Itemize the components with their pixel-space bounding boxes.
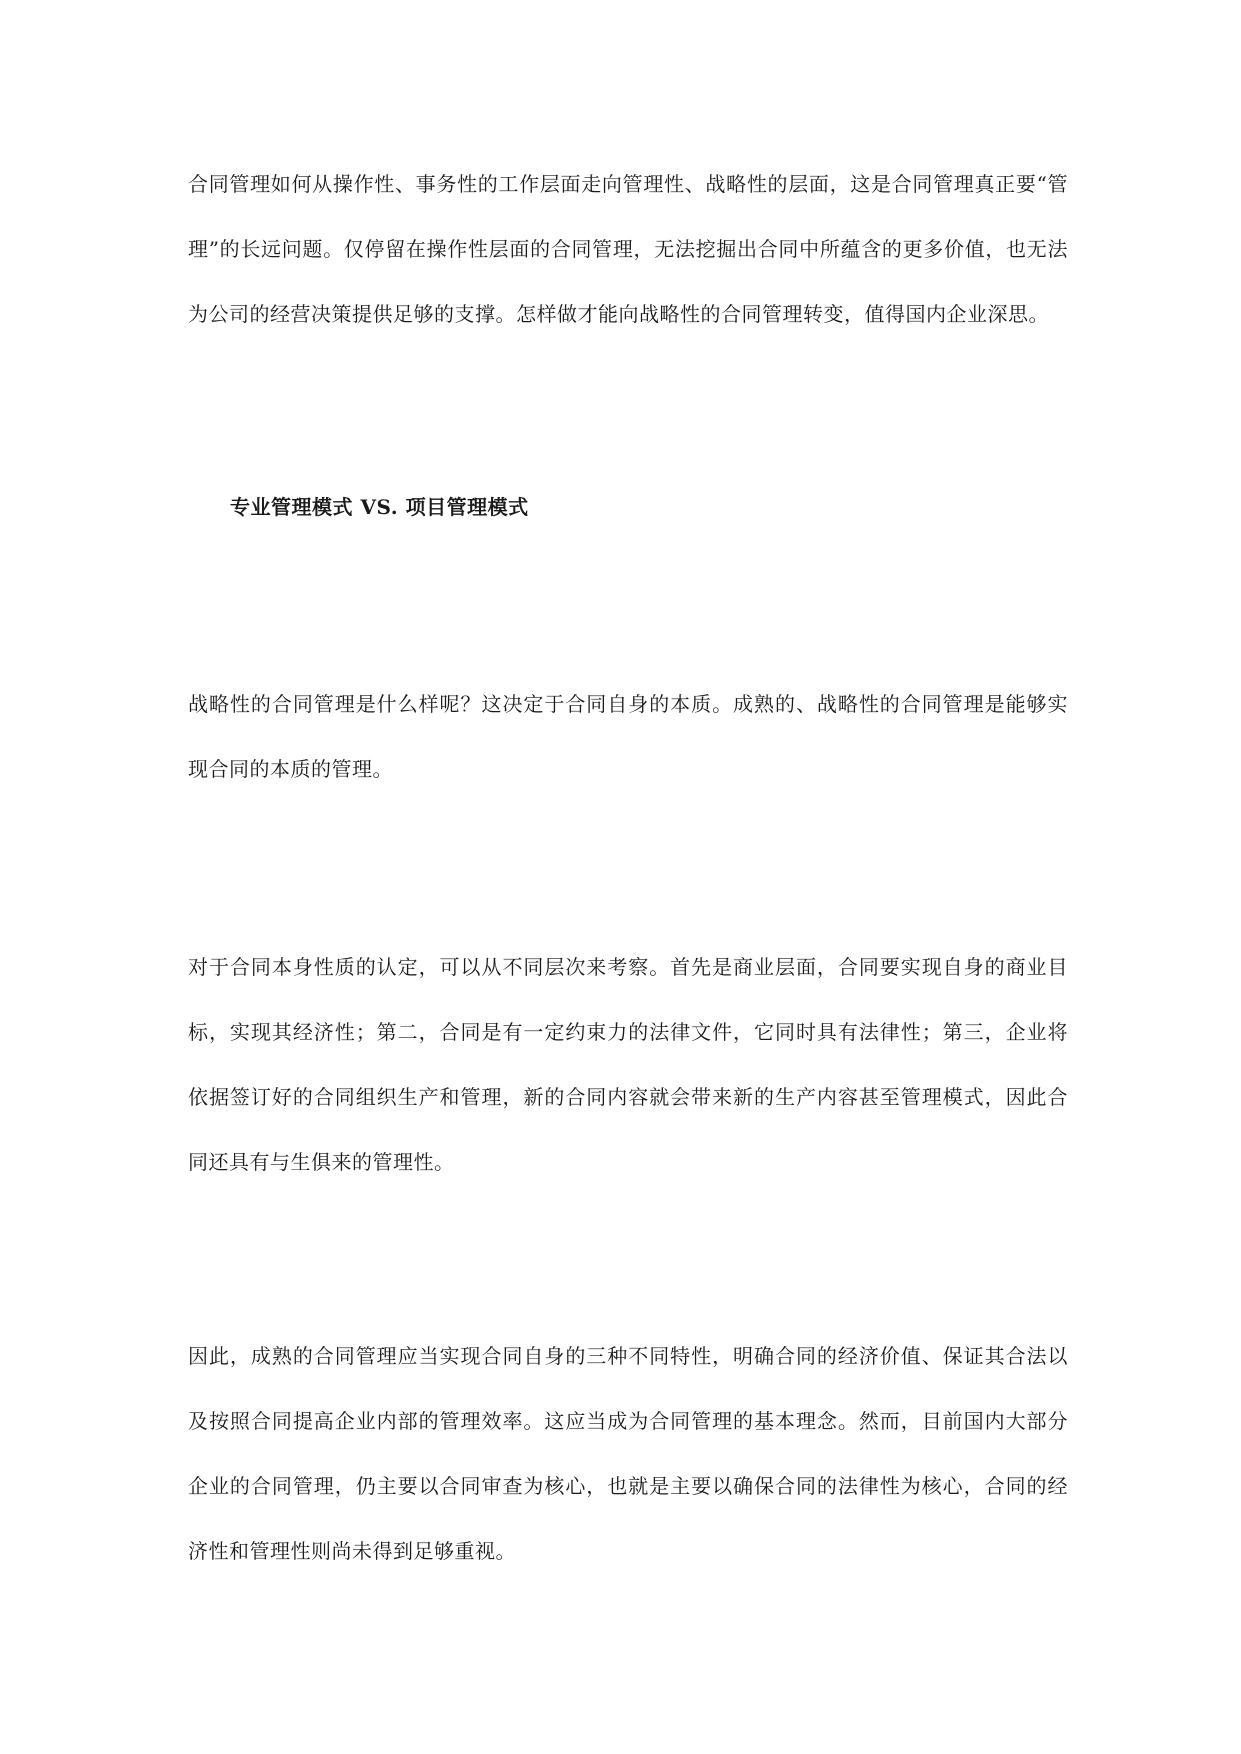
- section-heading: 专业管理模式 VS. 项目管理模式: [230, 495, 529, 519]
- paragraph-intro: 合同管理如何从操作性、事务性的工作层面走向管理性、战略性的层面，这是合同管理真正要“管理”的长远问题。仅停留在操作性层面的合同管理，无法挖掘出合同中所蕴含的更多价值，也无法为公司的经营决策提供足够的支撑。怎样做才能向战略性的合同管理转变，值得国内企业深思。: [188, 172, 1068, 326]
- paragraph-conclusion: 因此，成熟的合同管理应当实现合同自身的三种不同特性，明确合同的经济价值、保证其合法以及按照合同提高企业内部的管理效率。这应当成为合同管理的基本理念。然而，目前国内大部分企业的合同管理，仍主要以合同审查为核心，也就是主要以确保合同的法律性为核心，合同的经济性和管理性则尚未得到足够重视。: [188, 1344, 1068, 1563]
- paragraph-strategic-management: 战略性的合同管理是什么样呢？这决定于合同自身的本质。成熟的、战略性的合同管理是能够实现合同的本质的管理。: [188, 692, 1068, 781]
- paragraph-contract-nature: 对于合同本身性质的认定，可以从不同层次来考察。首先是商业层面，合同要实现自身的商业目标，实现其经济性；第二，合同是有一定约束力的法律文件，它同时具有法律性；第三，企业将依据签订好的合同组织生产和管理，新的合同内容就会带来新的生产内容甚至管理模式，因此合同还具有与生俱来的管理性。: [188, 955, 1068, 1174]
